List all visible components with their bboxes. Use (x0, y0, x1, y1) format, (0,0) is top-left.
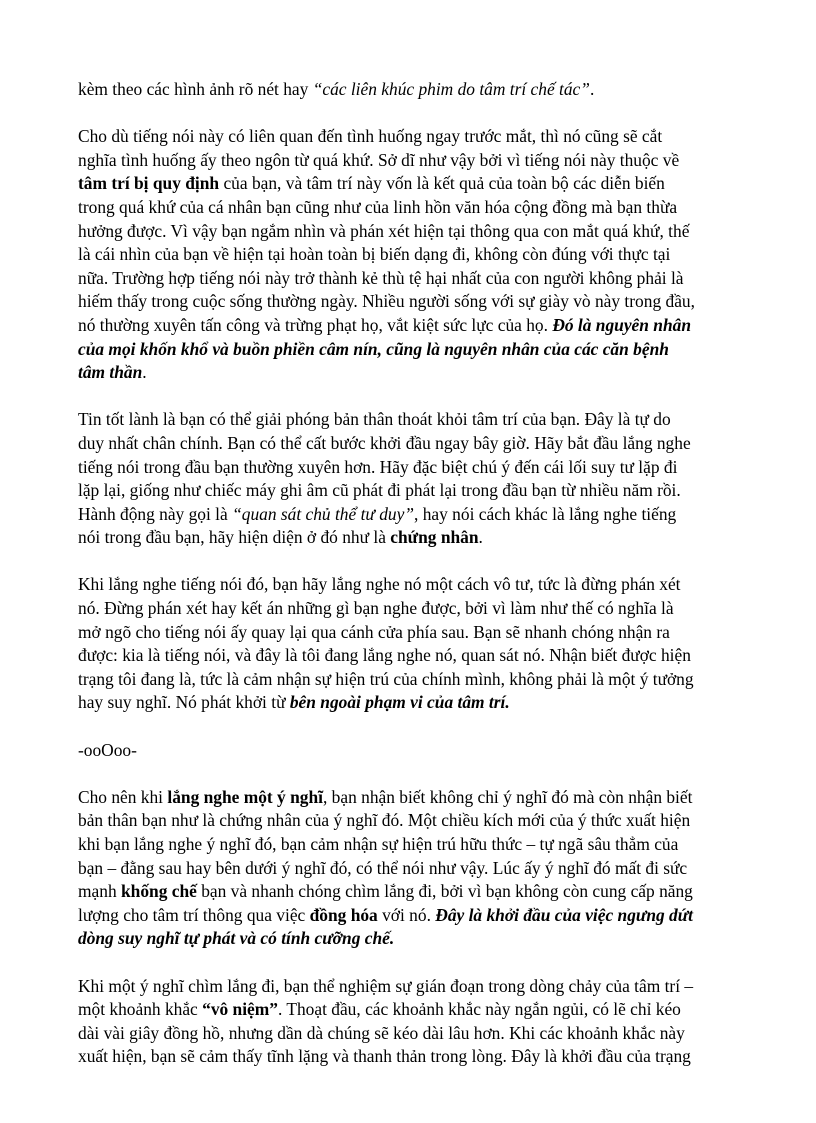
text-line (78, 432, 742, 456)
bold-text: khống chế (120, 881, 197, 902)
paragraph (78, 786, 742, 951)
text-run: Cho nên khi (78, 786, 168, 807)
text-line (78, 172, 742, 196)
text-run: được: kia là tiếng nói, và đây là tôi đang lắng nghe nó, quan sát nó. Nhận biết được hiện (78, 645, 691, 666)
text-run: mở ngõ cho tiếng nói ấy quay lại qua cánh cửa phía sau. Bạn sẽ nhanh chóng nhận ra (78, 621, 670, 642)
bold-italic-text: bên ngoài phạm vi của tâm trí. (289, 692, 510, 713)
bold-text: đồng hóa (309, 904, 378, 925)
text-run: lặp lại, giống như chiếc máy ghi âm cũ phát đi phát lại trong đầu bạn từ nhiều năm rồi. (78, 480, 681, 501)
text-run: . Thoạt đầu, các khoảnh khắc này ngắn ngủi, có lẽ chỉ kéo (277, 999, 681, 1020)
text-line (78, 338, 742, 362)
bold-italic-text: Đây là khởi đầu của việc ngưng dứt (435, 904, 693, 925)
text-run: là cái nhìn của bạn về hiện tại hoàn toàn bị biến dạng đi, không còn đúng với thực tại (78, 244, 671, 265)
text-line (78, 408, 742, 432)
text-line (78, 1022, 742, 1046)
text-run: khi bạn lắng nghe ý nghĩ đó, bạn cảm nhận sự hiện trú hữu thức – tự ngã sâu thẳm của (78, 834, 679, 854)
text-line (78, 786, 742, 810)
text-line (78, 243, 742, 267)
text-run: trong quá khứ của cá nhân bạn cũng như của linh hồn văn hóa cộng đồng mà bạn thừa (78, 196, 678, 217)
text-line (78, 597, 742, 621)
text-line (78, 196, 742, 220)
text-line (78, 290, 742, 314)
text-run: nói trong đầu bạn, hãy hiện diện ở đó như là (78, 527, 391, 548)
text-line (78, 456, 742, 480)
text-run: kèm theo các hình ảnh rõ nét hay (78, 79, 313, 99)
text-run: Tin tốt lành là bạn có thể giải phóng bản thân thoát khỏi tâm trí của bạn. Đây là tự do (78, 409, 671, 430)
text-run: duy nhất chân chính. Bạn có thể cất bước khởi đầu ngay bây giờ. Hãy bắt đầu lắng nghe (78, 432, 691, 453)
text-run: mạnh (78, 881, 121, 902)
paragraph (78, 739, 742, 763)
text-line (78, 975, 742, 999)
text-run: một khoảnh khắc (78, 999, 203, 1020)
text-run: . (142, 362, 147, 383)
text-run: hay suy nghĩ. Nó phát khởi từ (78, 692, 290, 713)
text-run: Cho dù tiếng nói này có liên quan đến tình huống ngay trước mắt, thì nó cũng sẽ cắt (78, 126, 663, 147)
text-run: . (478, 527, 483, 548)
text-line (78, 644, 742, 668)
paragraph (78, 573, 742, 715)
text-run: bạn – đằng sau hay bên dưới ý nghĩ đó, có thể nói như vậy. Lúc ấy ý nghĩ đó mất đi sức (78, 857, 688, 878)
text-line (78, 739, 742, 763)
bold-italic-text: của mọi khốn khổ và buồn phiền câm nín, cũng là nguyên nhân của các căn bệnh (78, 338, 669, 359)
text-run: tiếng nói trong đầu bạn thường xuyên hơn. Hãy đặc biệt chú ý đến cái lối suy tư lặp đi (78, 456, 678, 477)
text-line (78, 857, 742, 881)
text-line (78, 621, 742, 645)
bold-italic-text: dòng suy nghĩ tự phát và có tính cưỡng chế. (78, 928, 395, 949)
text-run: Khi một ý nghĩ chìm lắng đi, bạn thể nghiệm sự gián đoạn trong dòng chảy của tâm trí – (78, 975, 694, 996)
text-run: nữa. Trường hợp tiếng nói này trở thành kẻ thù tệ hại nhất của con người không phải là (78, 267, 684, 288)
text-line (78, 833, 742, 857)
text-line (78, 267, 742, 291)
text-line (78, 503, 742, 527)
text-run: hưởng được. Vì vậy bạn ngắm nhìn và phán xét hiện tại thông qua con mắt quá khứ, thế (78, 220, 690, 241)
text-run: -ooOoo- (78, 739, 137, 760)
italic-text: “quan sát chủ thể tư duy” (232, 503, 415, 524)
text-run: xuất hiện, bạn sẽ cảm thấy tĩnh lặng và thanh thản trong lòng. Đây là khởi đầu của trạng (78, 1046, 691, 1067)
text-line (78, 526, 742, 550)
paragraph (78, 125, 742, 385)
bold-italic-text: tâm thần (78, 362, 143, 383)
italic-text: “các liên khúc phim do tâm trí chế tác” (312, 79, 590, 99)
bold-text: tâm trí bị quy định (78, 173, 220, 194)
bold-italic-text: Đó là nguyên nhân (552, 314, 691, 335)
text-run: nó. Đừng phán xét hay kết án những gì bạn nghe được, bởi vì làm như thế có nghĩa là (78, 598, 674, 619)
text-run: bản thân bạn như là chứng nhân của ý nghĩ đó. Một chiều kích mới của ý thức xuất hiện (78, 810, 691, 831)
text-line (78, 927, 742, 951)
text-line (78, 78, 742, 102)
text-run: lượng cho tâm trí thông qua việc (78, 904, 310, 925)
text-run: Hành động này gọi là (78, 503, 233, 524)
text-line (78, 880, 742, 904)
text-run: dài vài giây đồng hồ, nhưng dần dà chúng sẽ kéo dài lâu hơn. Khi các khoảnh khắc này (78, 1022, 685, 1043)
text-line (78, 691, 742, 715)
text-run: bạn và nhanh chóng chìm lắng đi, bởi vì bạn không còn cung cấp năng (196, 881, 693, 902)
text-line (78, 904, 742, 928)
text-run: . (589, 79, 595, 99)
bold-text: chứng nhân (390, 527, 479, 548)
text-run: trạng tôi đang là, tức là cảm nhận sự hiện trú của chính mình, không phải là một ý tưởng (78, 668, 694, 689)
text-run: , hay nói cách khác là lắng nghe tiếng (414, 503, 677, 524)
text-run: Khi lắng nghe tiếng nói đó, bạn hãy lắng nghe nó một cách vô tư, tức là đừng phán xét (78, 574, 681, 595)
text-line (78, 668, 742, 692)
bold-text: “vô niệm” (202, 999, 278, 1020)
text-line (78, 479, 742, 503)
bold-text: lắng nghe một ý nghĩ (167, 786, 323, 807)
paragraph (78, 975, 742, 1069)
text-run: hiếm thấy trong cuộc sống thường ngày. Nhiều người sống với sự giày vò này trong đầu, (78, 291, 695, 312)
document-page (78, 78, 742, 1093)
text-run: , bạn nhận biết không chỉ ý nghĩ đó mà còn nhận biết (322, 786, 693, 807)
text-line (78, 125, 742, 149)
text-run: nghĩa tình huống ấy theo ngôn từ quá khứ. Sở dĩ như vậy bởi vì tiếng nói này thuộc về (78, 149, 680, 170)
text-line (78, 573, 742, 597)
text-line (78, 149, 742, 173)
text-line (78, 809, 742, 833)
text-line (78, 361, 742, 385)
text-run: với nó. (377, 904, 436, 925)
text-line (78, 1045, 742, 1069)
paragraph (78, 408, 742, 550)
text-run: của bạn, và tâm trí này vốn là kết quả của toàn bộ các diễn biến (219, 173, 665, 194)
text-run: nó thường xuyên tấn công và trừng phạt họ, vắt kiệt sức lực của họ. (78, 314, 553, 335)
paragraph (78, 78, 742, 102)
text-line (78, 314, 742, 338)
text-line (78, 220, 742, 244)
text-line (78, 998, 742, 1022)
